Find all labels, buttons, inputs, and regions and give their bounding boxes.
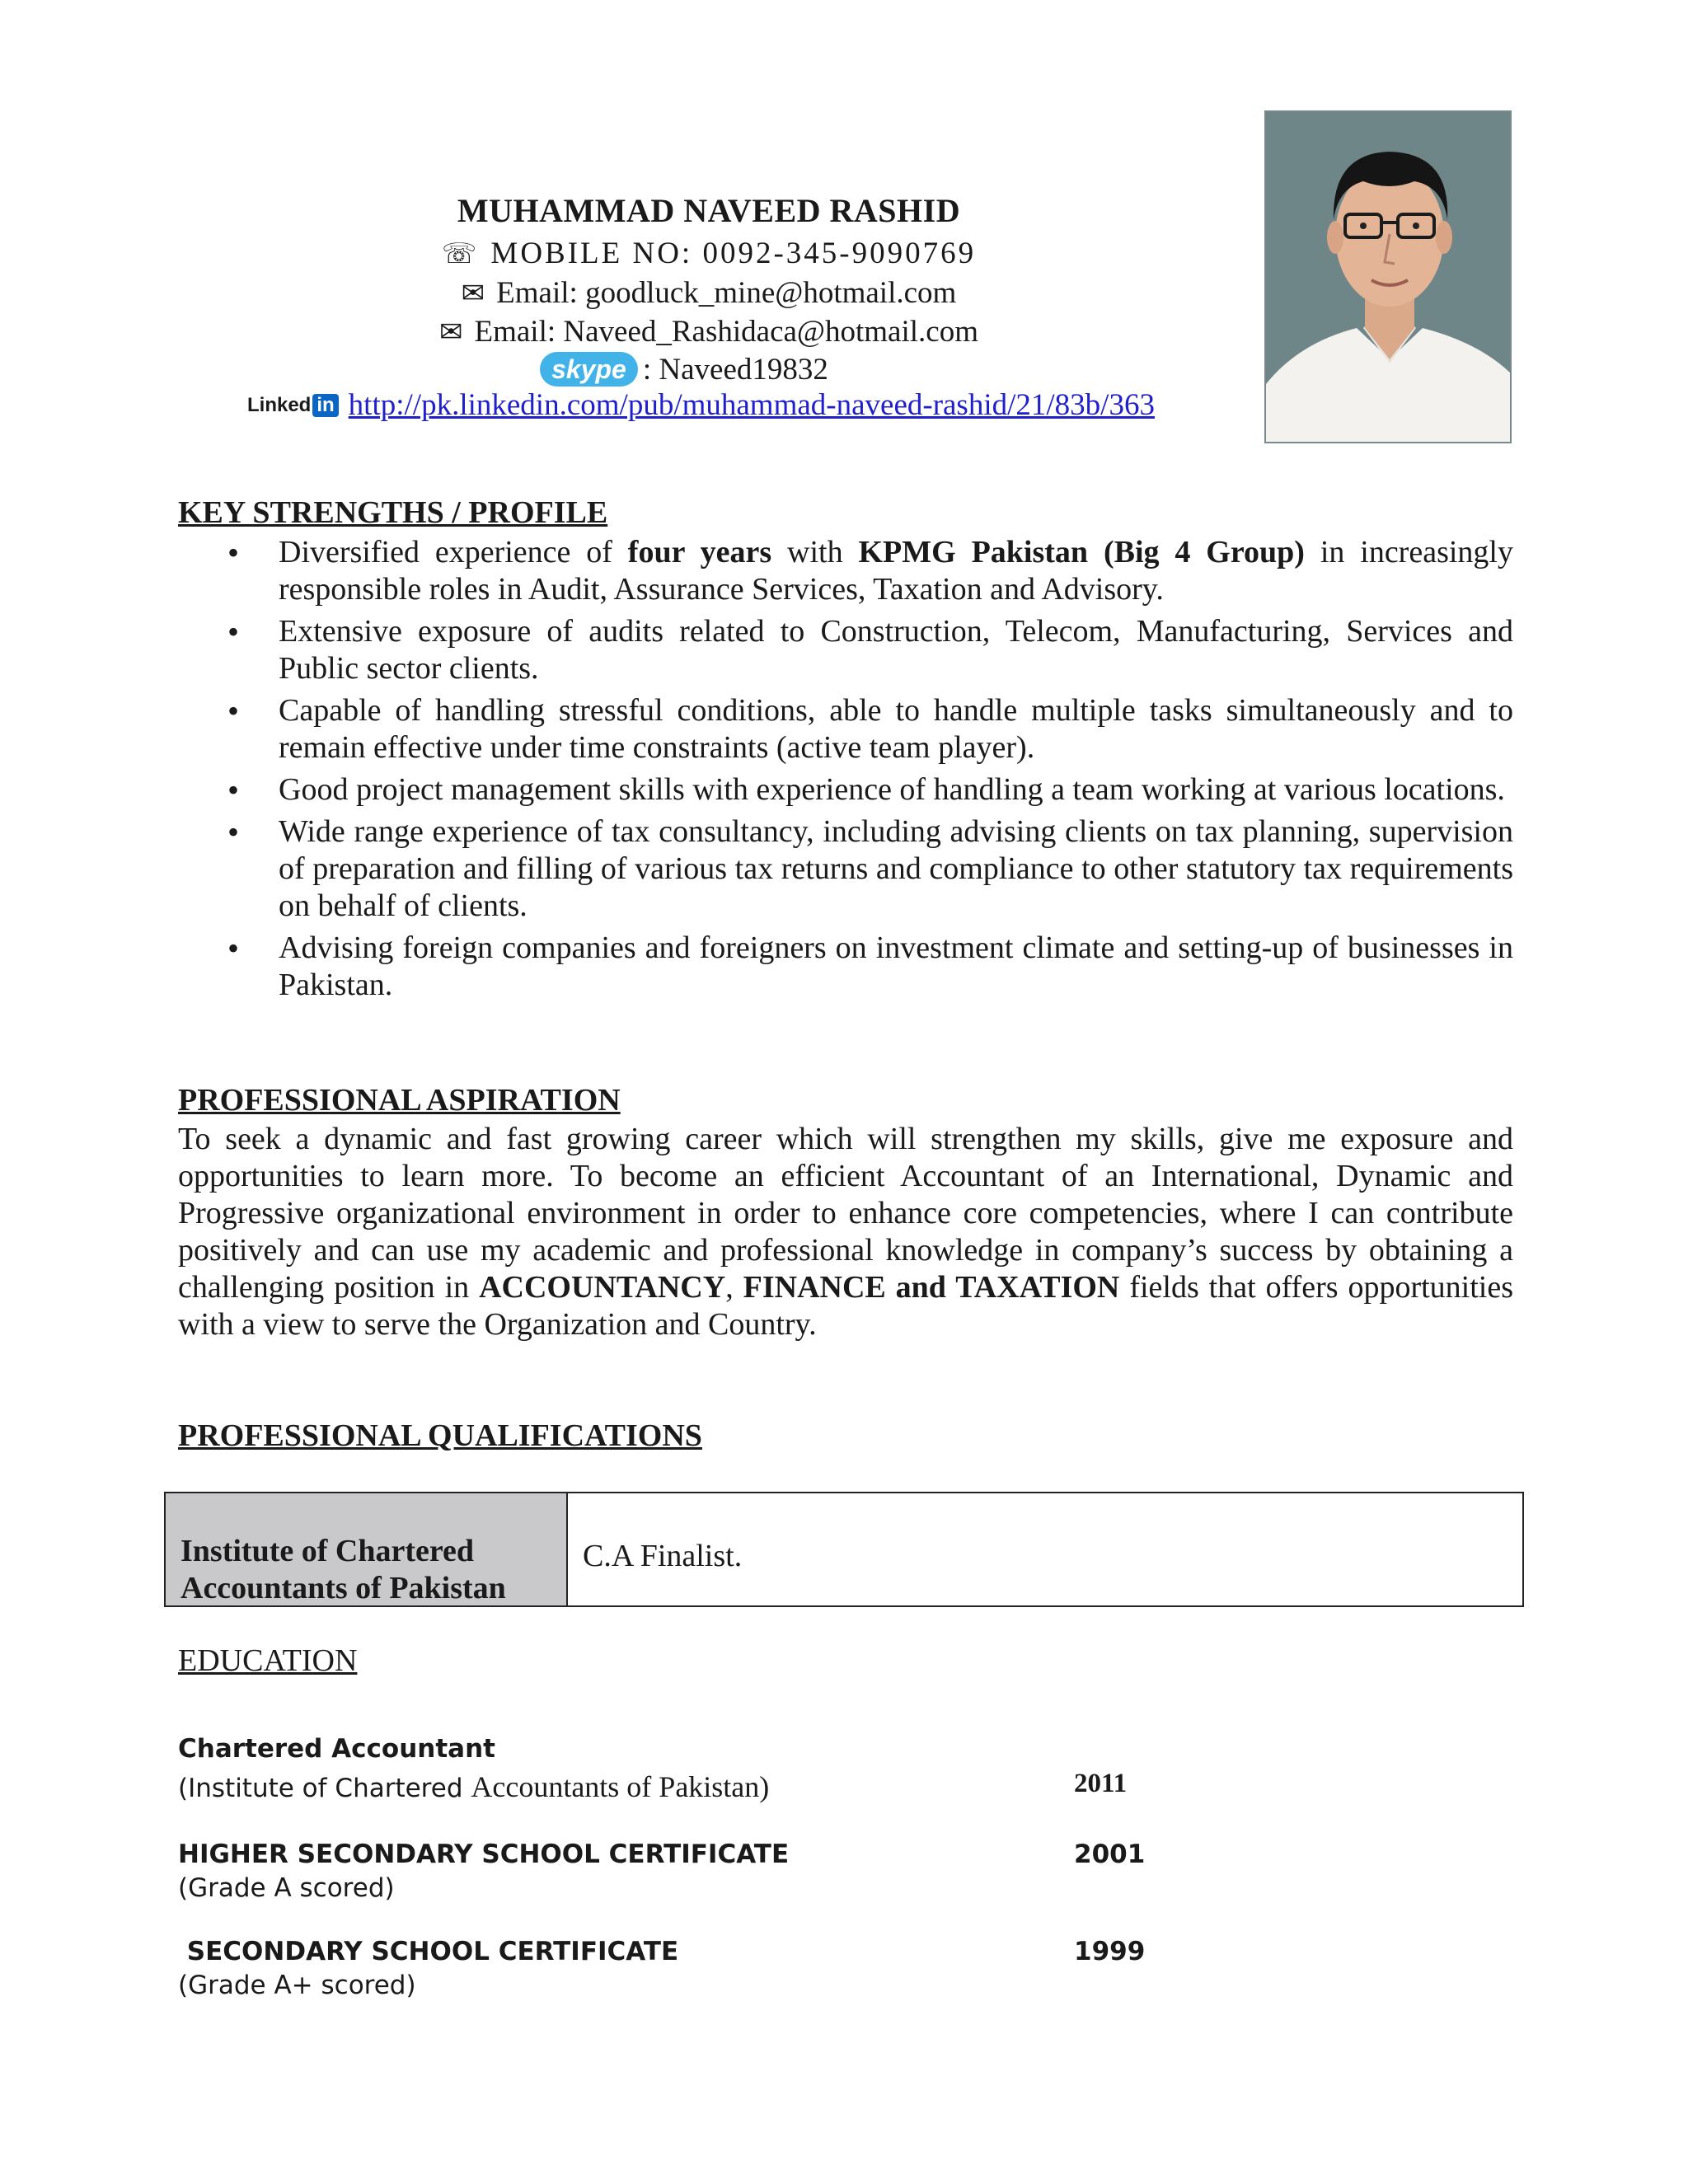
skype-line <box>247 352 1170 390</box>
envelope-icon: ✉ <box>439 317 463 348</box>
education-entry-title: SECONDARY SCHOOL CERTIFICATE <box>178 1937 679 1966</box>
list-item: • Extensive exposure of audits related to Construction, Telecom, Manufacturing, Services and Public sector clients. <box>178 613 1513 687</box>
education-entry-year: 2001 <box>1074 1840 1146 1869</box>
list-item: • Wide range experience of tax consultancy, including advising clients on tax planning, supervision of preparation and filling of various tax returns and compliance to other statutory tax requirements on behalf of clients. <box>178 813 1513 925</box>
email-2[interactable]: Email: Naveed_Rashidaca@hotmail.com <box>474 315 978 349</box>
education-entry-year: 2011 <box>1074 1769 1128 1798</box>
linkedin-logo-icon: Linked in <box>247 394 339 417</box>
education-entry-sub: (Institute of Chartered Accountants of Pakistan) <box>178 1770 770 1803</box>
education-entry-sub: (Grade A scored) <box>178 1873 395 1903</box>
linkedin-url-link[interactable]: http://pk.linkedin.com/pub/muhammad-naveed-rashid/21/83b/363 <box>348 388 1155 422</box>
phone-icon: ☏ <box>441 239 480 269</box>
education-entry-title: HIGHER SECONDARY SCHOOL CERTIFICATE <box>178 1840 790 1869</box>
list-item: • Advising foreign companies and foreigners on investment climate and setting-up of businesses in Pakistan. <box>178 930 1513 1004</box>
education-entry-year: 1999 <box>1074 1937 1146 1966</box>
qualification-status-cell: C.A Finalist. <box>583 1539 743 1573</box>
profile-photo-image <box>1266 112 1512 443</box>
qualifications-table <box>164 1492 1524 1607</box>
education-heading: EDUCATION <box>178 1643 358 1678</box>
list-item: • Diversified experience of four years with KPMG Pakistan (Big 4 Group) in increasingly responsible roles in Audit, Assurance Services, Taxation and Advisory. <box>178 534 1513 608</box>
candidate-name: MUHAMMAD NAVEED RASHID <box>457 192 961 229</box>
skype-id: : Naveed19832 <box>642 353 828 387</box>
key-strengths-heading: KEY STRENGTHS / PROFILE <box>178 495 608 530</box>
list-item: • Capable of handling stressful conditions, able to handle multiple tasks simultaneously and to remain effective under time constraints (active team player). <box>178 692 1513 766</box>
education-entry-title: Chartered Accountant <box>178 1734 495 1764</box>
key-strengths-list <box>178 534 1513 1009</box>
aspiration-paragraph: To seek a dynamic and fast growing career which will strengthen my skills, give me exposure and opportunities to learn more. To become an efficient Accountant of an International, Dynamic and Progressive organizational environment in order to enhance core competencies, where I can contribute positively and can use my academic and professional knowledge in company’s success by obtaining a challenging position in ACCOUNTANCY, FINANCE and TAXATION fields that offers opportunities with a view to serve the Organization and Country. <box>178 1122 1513 1342</box>
email-line-1 <box>247 275 1170 311</box>
professional-qualifications-heading: PROFESSIONAL QUALIFICATIONS <box>178 1418 702 1453</box>
institute-cell: Institute of Chartered Accountants of Pakistan <box>166 1493 568 1605</box>
profile-photo <box>1264 110 1512 443</box>
professional-aspiration-heading: PROFESSIONAL ASPIRATION <box>178 1083 621 1118</box>
education-entry-sub: (Grade A+ scored) <box>178 1971 416 2000</box>
mobile-line <box>247 236 1170 271</box>
list-item: • Good project management skills with experience of handling a team working at various locations. <box>178 771 1513 808</box>
envelope-icon: ✉ <box>461 279 485 309</box>
mobile-number: MOBILE NO: 0092-345-9090769 <box>490 237 977 270</box>
email-1[interactable]: Email: goodluck_mine@hotmail.com <box>496 276 957 310</box>
skype-logo-icon: skype <box>540 352 638 387</box>
email-line-2 <box>247 314 1170 349</box>
linkedin-line <box>247 387 1220 423</box>
